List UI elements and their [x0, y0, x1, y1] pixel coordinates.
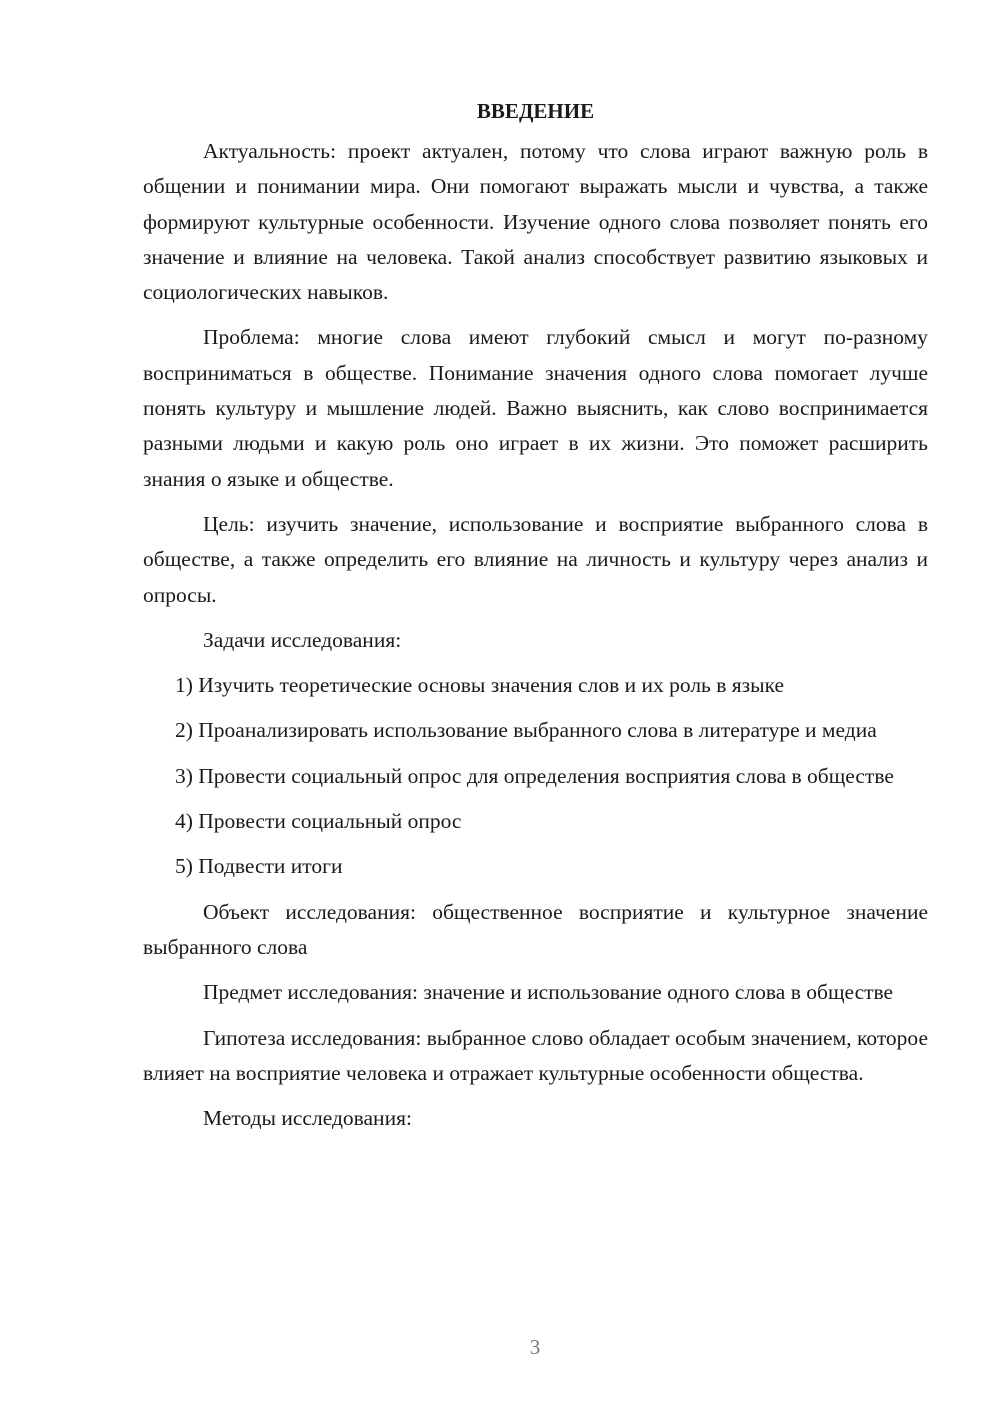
- task-item-4: 4) Провести социальный опрос: [175, 809, 462, 834]
- paragraph-problem: Проблема: многие слова имеют глубокий смысл и могут по-разному восприниматься в обществе. Понимание значения одного слова помогает лучше понять культуру и мышление людей. Важно выяснить, как слово воспринимается разными людьми и какую роль оно играет в их жизни. Это поможет расширить знания о языке и обществе.: [143, 325, 928, 491]
- task-item-5: 5) Подвести итоги: [175, 854, 343, 879]
- paragraph-subject: Предмет исследования: значение и использование одного слова в обществе: [203, 980, 894, 1005]
- paragraph-relevance: Актуальность: проект актуален, потому что слова играют важную роль в общении и понимании мира. Они помогают выражать мысли и чувства, а также формируют культурные особенности. Изучение одного слова позволяет понять его значение и влияние на человека. Такой анализ способствует развитию языковых и социологических навыков.: [143, 139, 928, 305]
- page-content: [143, 96, 928, 1146]
- task-item-2: 2) Проанализировать использование выбранного слова в литературе и медиа: [175, 718, 877, 743]
- paragraph-object: Объект исследования: общественное восприятие и культурное значение выбранного слова: [143, 899, 928, 959]
- paragraph-tasks-heading: Задачи исследования:: [203, 627, 402, 652]
- task-item-1: 1) Изучить теоретические основы значения слов и их роль в языке: [175, 673, 785, 698]
- section-title: ВВЕДЕНИЕ: [476, 99, 595, 123]
- page-number: 3: [529, 1335, 541, 1359]
- paragraph-goal: Цель: изучить значение, использование и восприятие выбранного слова в обществе, а также определить его влияние на личность и культуру через анализ и опросы.: [143, 511, 928, 607]
- task-item-3: 3) Провести социальный опрос для определения восприятия слова в обществе: [175, 763, 894, 788]
- paragraph-methods: Методы исследования:: [203, 1106, 412, 1131]
- paragraph-hypothesis: Гипотеза исследования: выбранное слово обладает особым значением, которое влияет на восприятие человека и отражает культурные особенности общества.: [143, 1025, 928, 1085]
